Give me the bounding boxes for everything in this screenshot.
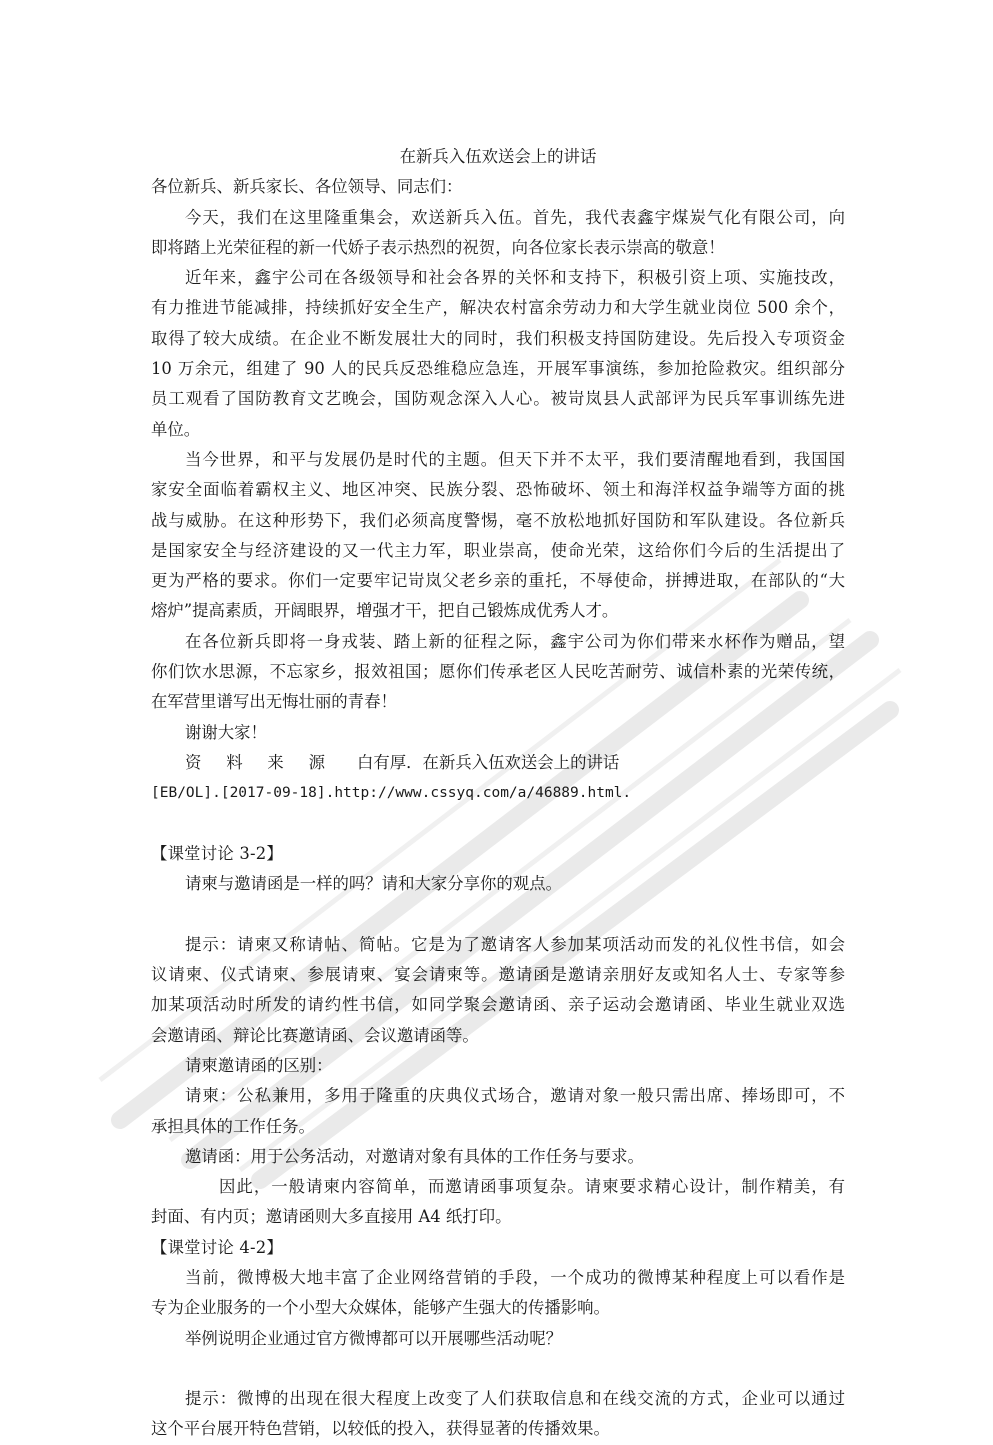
- paragraph-line: 战与威胁。在这种形势下，我们必须高度警惕，毫不放松地抓好国防和军队建设。各位新兵: [151, 510, 845, 530]
- paragraph-line: 是国家安全与经济建设的又一代主力军，职业崇高，使命光荣，这给你们今后的生活提出了: [151, 540, 845, 560]
- qingjian-line: 请柬：公私兼用，多用于隆重的庆典仪式场合，邀请对象一般只需出席、捧场即可，不: [185, 1086, 845, 1106]
- source-label: 资料来源: [185, 752, 325, 772]
- hint-line: 议请柬、仪式请柬、参展请柬、宴会请柬等。邀请函是邀请亲朋好友或知名人士、专家等参: [151, 965, 845, 985]
- paragraph-line: 员工观看了国防教育文艺晚会，国防观念深入人心。被岢岚县人武部评为民兵军事训练先进: [151, 389, 845, 409]
- closing-thanks: 谢谢大家！: [185, 722, 267, 742]
- paragraph-line: 取得了较大成绩。在企业不断发展壮大的同时，我们积极支持国防建设。先后投入专项资金: [151, 328, 845, 348]
- intro-line: 当前，微博极大地丰富了企业网络营销的手段，一个成功的微博某种程度上可以看作是: [185, 1267, 845, 1287]
- hint-line: 会邀请函、辩论比赛邀请函、会议邀请函等。: [151, 1025, 479, 1045]
- paragraph-line: 当今世界，和平与发展仍是时代的主题。但天下并不太平，我们要清醒地看到，我国国: [185, 449, 845, 469]
- document-body: [151, 142, 845, 1445]
- paragraph-line: 在军营里谱写出无悔壮丽的青春！: [151, 692, 397, 712]
- intro-line: 专为企业服务的一个小型大众媒体，能够产生强大的传播影响。: [151, 1298, 610, 1318]
- paragraph-line: 家安全面临着霸权主义、地区冲突、民族分裂、恐怖破坏、领土和海洋权益争端等方面的挑: [151, 480, 845, 500]
- paragraph-line: 在各位新兵即将一身戎装、踏上新的征程之际，鑫宇公司为你们带来水杯作为赠品，望: [185, 631, 845, 651]
- yaoqinghan-line: 邀请函：用于公务活动，对邀请对象有具体的工作任务与要求。: [185, 1146, 644, 1166]
- paragraph-line: 你们饮水思源，不忘家乡，报效祖国；愿你们传承老区人民吃苦耐劳、诚信朴素的光荣传统，: [151, 662, 845, 682]
- paragraph-line: 即将踏上光荣征程的新一代娇子表示热烈的祝贺，向各位家长表示崇高的敬意！: [151, 237, 725, 257]
- discussion-4-2-heading: 【课堂讨论 4-2】: [151, 1237, 283, 1257]
- discussion-4-2-question: 举例说明企业通过官方微博都可以开展哪些活动呢？: [185, 1328, 562, 1348]
- section-gap: [151, 1354, 845, 1384]
- paragraph-line: 今天，我们在这里隆重集会，欢送新兵入伍。首先，我代表鑫宇煤炭气化有限公司，向: [185, 207, 845, 227]
- hint-line: 这个平台展开特色营销，以较低的投入，获得显著的传播效果。: [151, 1419, 610, 1439]
- hint-line: 加某项活动时所发的请约性书信，如同学聚会邀请函、亲子运动会邀请函、毕业生就业双选: [151, 995, 845, 1015]
- paragraph-line: 有力推进节能减排，持续抓好安全生产，解决农村富余劳动力和大学生就业岗位 500 余个，: [151, 298, 845, 318]
- hint-line: 提示：请柬又称请帖、简帖。它是为了邀请客人参加某项活动而发的礼仪性书信，如会: [185, 934, 845, 954]
- difference-title: 请柬邀请函的区别：: [185, 1055, 333, 1075]
- salutation: 各位新兵、新兵家长、各位领导、同志们：: [151, 177, 463, 197]
- conclusion-line: 封面、有内页；邀请函则大多直接用 A4 纸打印。: [151, 1207, 512, 1227]
- section-gap: [151, 899, 845, 929]
- discussion-3-2-heading: 【课堂讨论 3-2】: [151, 843, 283, 863]
- hint-line: 提示：微博的出现在很大程度上改变了人们获取信息和在线交流的方式，企业可以通过: [185, 1389, 845, 1409]
- source-reference: [EB/OL].[2017-09-18].http://www.cssyq.com/a/46889.html.: [151, 785, 632, 802]
- source-text: 白有厚．在新兵入伍欢送会上的讲话: [357, 752, 620, 772]
- paragraph-line: 熔炉”提高素质，开阔眼界，增强才干，把自己锻炼成优秀人才。: [151, 601, 619, 621]
- paragraph-line: 单位。: [151, 419, 201, 439]
- source-line: [151, 748, 845, 778]
- qingjian-line: 承担具体的工作任务。: [151, 1116, 315, 1136]
- paragraph-line: 10 万余元，组建了 90 人的民兵反恐维稳应急连，开展军事演练，参加抢险救灾。组织部分: [151, 359, 845, 379]
- paragraph-line: 更为严格的要求。你们一定要牢记岢岚父老乡亲的重托，不辱使命，拼搏进取，在部队的“大: [151, 571, 845, 591]
- paragraph-line: 近年来，鑫宇公司在各级领导和社会各界的关怀和支持下，积极引资上项、实施技改，: [185, 268, 845, 288]
- discussion-3-2-question: 请柬与邀请函是一样的吗？请和大家分享你的观点。: [185, 874, 562, 894]
- document-title: 在新兵入伍欢送会上的讲话: [399, 147, 597, 166]
- section-gap: [151, 809, 845, 839]
- conclusion-line: 因此，一般请柬内容简单，而邀请函事项复杂。请柬要求精心设计，制作精美，有: [219, 1177, 845, 1197]
